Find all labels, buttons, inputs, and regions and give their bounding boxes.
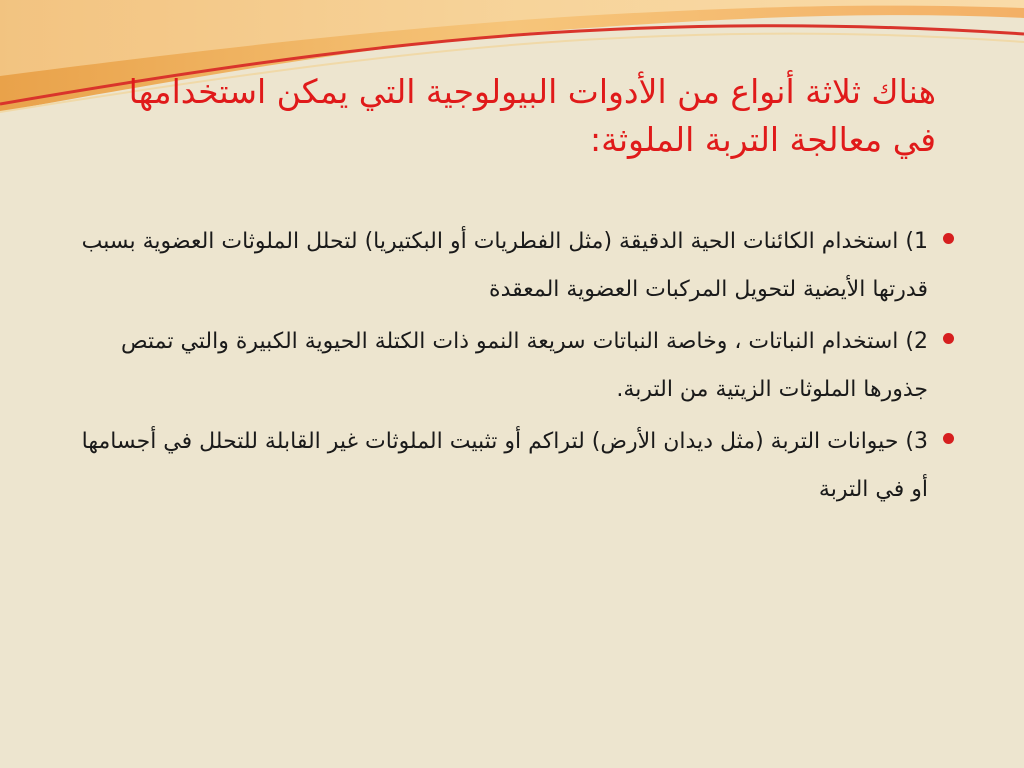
- bullet-text: 3) حيوانات التربة (مثل ديدان الأرض) لتراكم أو تثبيت الملوثات غير القابلة للتحلل في أجسامها أو في التربة: [81, 429, 928, 502]
- bullet-text: 1) استخدام الكائنات الحية الدقيقة (مثل الفطريات أو البكتيريا) لتحلل الملوثات العضوية بسبب قدرتها الأيضية لتحويل المركبات العضوية المعقدة: [81, 229, 928, 302]
- bullet-list: [74, 218, 954, 518]
- bullet-text: 2) استخدام النباتات ، وخاصة النباتات سريعة النمو ذات الكتلة الحيوية الكبيرة والتي تمتص جذورها الملوثات الزيتية من التربة.: [121, 329, 928, 402]
- bullet-dot-icon: [943, 333, 954, 344]
- bullet-item-1: [74, 218, 954, 314]
- bullet-dot-icon: [943, 433, 954, 444]
- bullet-dot-icon: [943, 233, 954, 244]
- bullet-item-2: [74, 318, 954, 414]
- slide-title: هناك ثلاثة أنواع من الأدوات البيولوجية التي يمكن استخدامها في معالجة التربة الملوثة:: [128, 72, 936, 159]
- bullet-item-3: [74, 418, 954, 514]
